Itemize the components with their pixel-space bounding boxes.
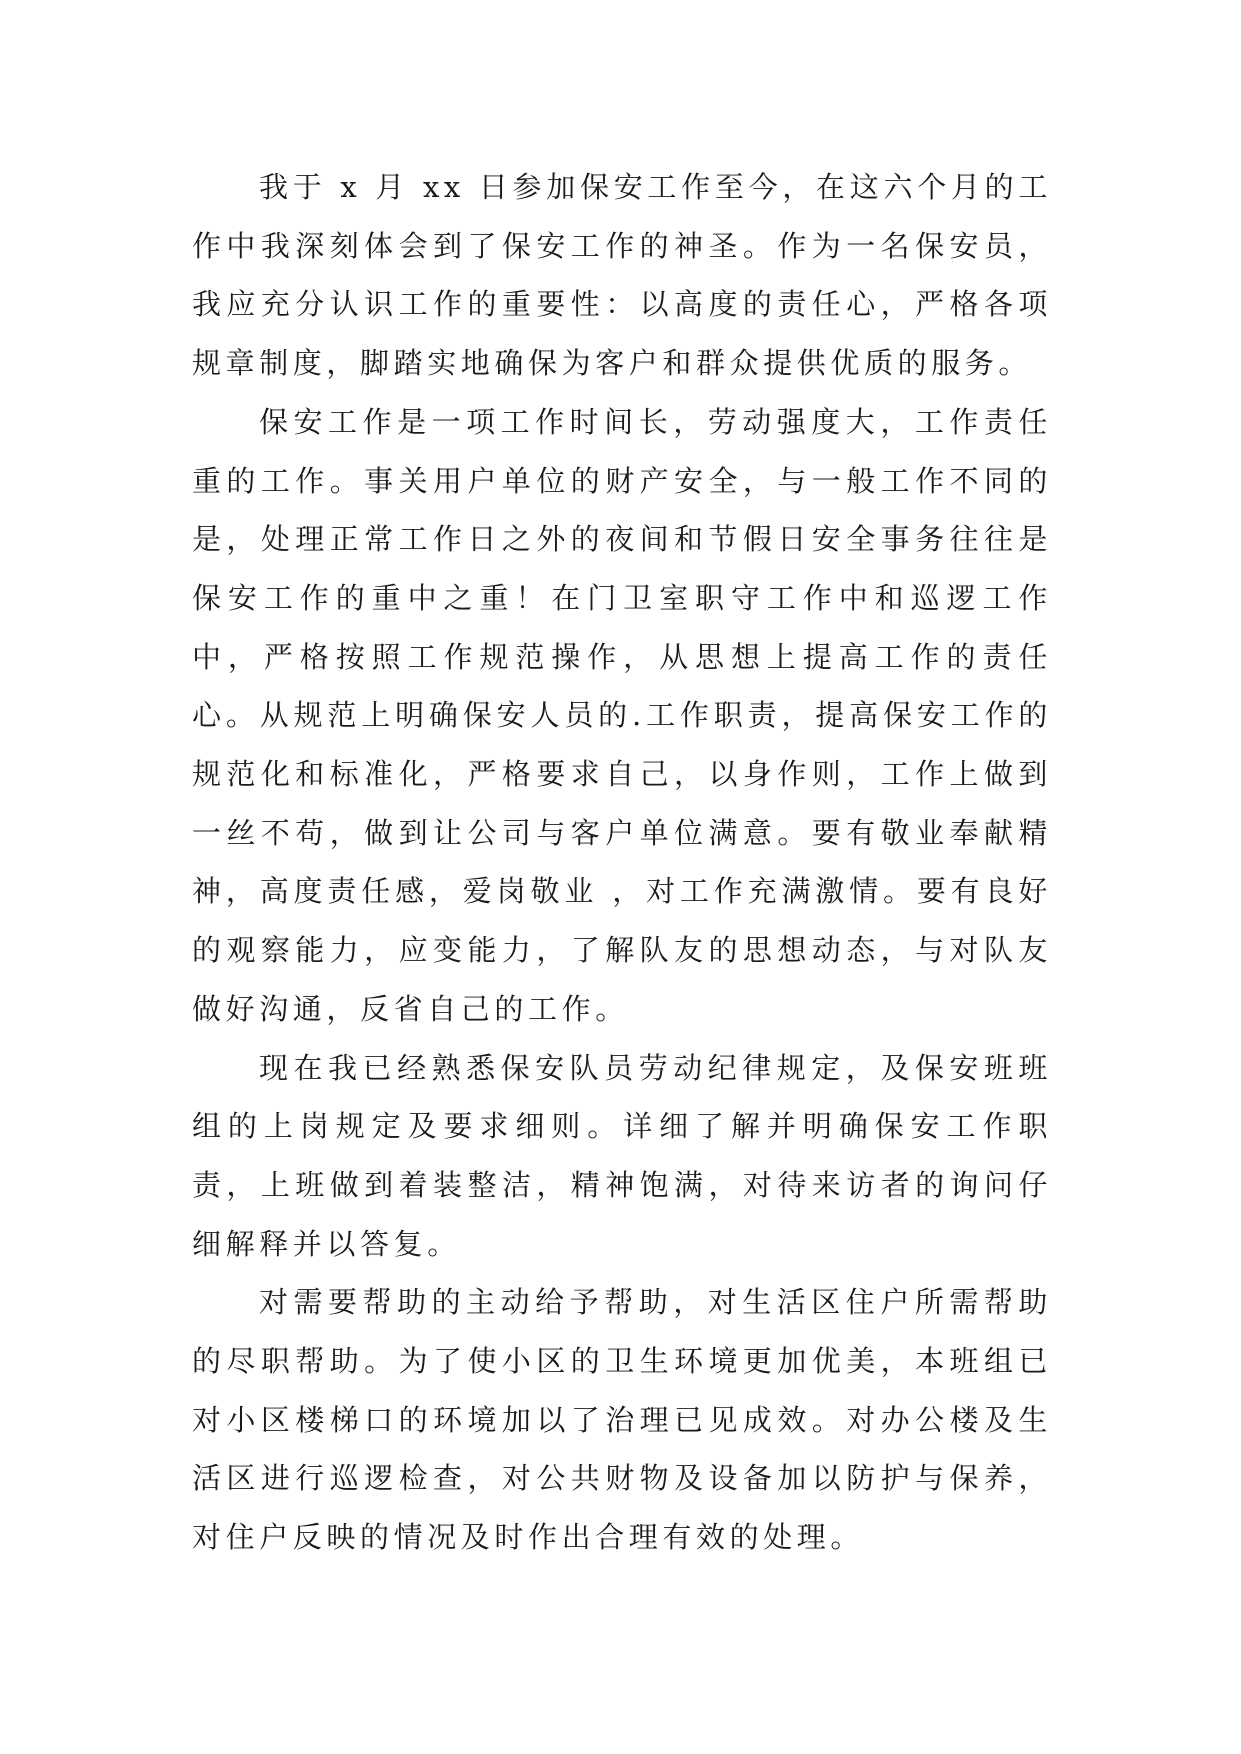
paragraph-2: 保安工作是一项工作时间长，劳动强度大，工作责任重的工作。事关用户单位的财产安全，与一般工作不同的是，处理正常工作日之外的夜间和节假日安全事务往往是保安工作的重中之重！在门卫室职守工作中和巡逻工作中，严格按照工作规范操作，从思想上提高工作的责任心。从规范上明确保安人员的.工作职责，提高保安工作的规范化和标准化，严格要求自己，以身作则，工作上做到一丝不苟，做到让公司与客户单位满意。要有敬业奉献精神，高度责任感，爱岗敬业 ，对工作充满激情。要有良好的观察能力，应变能力，了解队友的思想动态，与对队友做好沟通，反省自己的工作。: [192, 404, 1052, 1026]
document-body: [192, 158, 1052, 1567]
paragraph-1: 我于 x 月 xx 日参加保安工作至今，在这六个月的工作中我深刻体会到了保安工作的神圣。作为一名保安员，我应充分认识工作的重要性：以高度的责任心，严格各项规章制度，脚踏实地确保为客户和群众提供优质的服务。: [192, 170, 1052, 381]
paragraph-4: 对需要帮助的主动给予帮助，对生活区住户所需帮助的尽职帮助。为了使小区的卫生环境更加优美，本班组已对小区楼梯口的环境加以了治理已见成效。对办公楼及生活区进行巡逻检查，对公共财物及设备加以防护与保养，对住户反映的情况及时作出合理有效的处理。: [192, 1285, 1052, 1555]
paragraph-3: 现在我已经熟悉保安队员劳动纪律规定，及保安班班组的上岗规定及要求细则。详细了解并明确保安工作职责，上班做到着装整洁，精神饱满，对待来访者的询问仔细解释并以答复。: [192, 1050, 1052, 1261]
